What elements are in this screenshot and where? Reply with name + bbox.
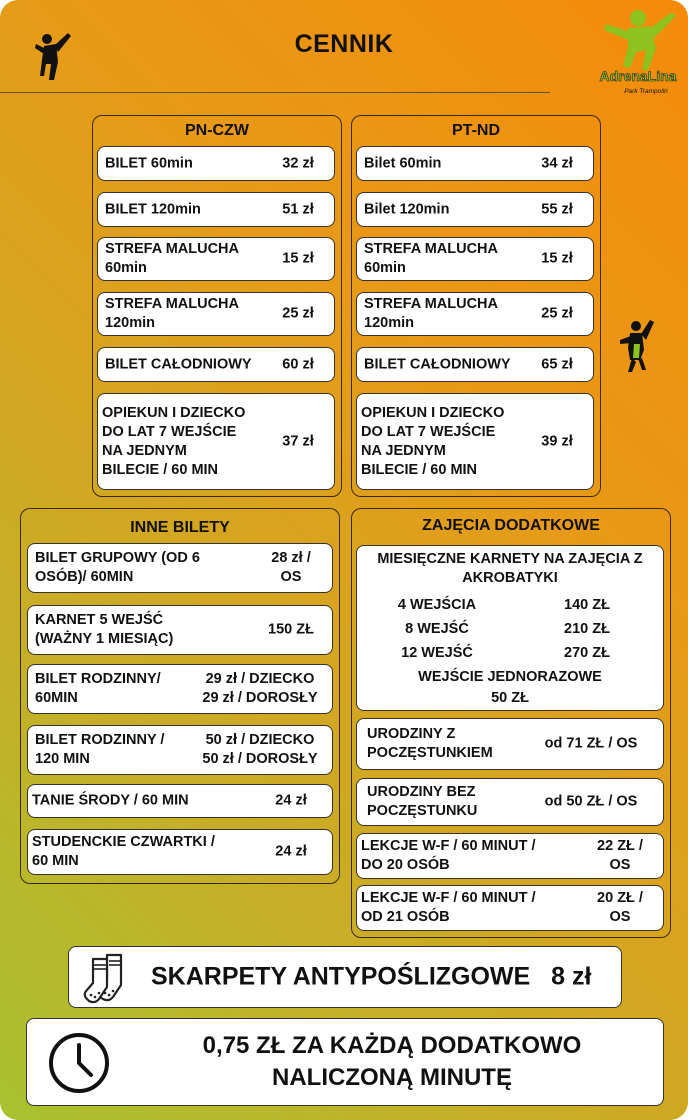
item-price: 50 zł / DZIECKO 50 zł / DOROSŁY <box>202 732 318 767</box>
overtime-card <box>26 1018 664 1106</box>
logo-text: AdrenaLina <box>599 68 677 84</box>
header-divider <box>0 92 550 93</box>
item-price: 55 zł <box>541 201 573 217</box>
list-item <box>97 146 335 181</box>
socks-icon <box>83 951 137 1005</box>
item-label: TANIE ŚRODY / 60 MIN <box>32 792 189 809</box>
list-item <box>97 393 335 490</box>
list-item <box>27 784 333 818</box>
item-price: 25 zł <box>282 305 314 322</box>
pass-price: 210 ZŁ <box>564 621 610 637</box>
item-label: Bilet 120min <box>364 201 450 217</box>
item-label: STREFA MALUCHA 120min <box>364 296 498 331</box>
list-item <box>356 718 664 770</box>
socks-text <box>151 963 591 992</box>
clock-icon <box>47 1031 111 1095</box>
item-label: OPIEKUN I DZIECKO DO LAT 7 WEJŚCIE NA JEDNYM BILECIE / 60 MIN <box>361 404 505 478</box>
item-price: 37 zł <box>282 433 314 449</box>
list-item <box>27 605 333 655</box>
list-item <box>27 543 333 593</box>
adrenalina-logo <box>592 4 684 100</box>
pass-label: 12 WEJŚĆ <box>401 645 473 661</box>
item-label: KARNET 5 WEJŚĆ (WAŻNY 1 MIESIĄC) <box>35 612 174 647</box>
item-price: 32 zł <box>282 155 314 171</box>
item-price: od 71 ZŁ / OS <box>544 735 638 752</box>
item-label: LEKCJE W-F / 60 MINUT / DO 20 OSÓB <box>361 838 536 873</box>
extra-activities-title: ZAJĘCIA DODATKOWE <box>422 517 600 534</box>
list-item <box>356 237 594 281</box>
item-label: BILET CAŁODNIOWY <box>105 356 252 372</box>
item-price: 150 ZŁ <box>268 621 314 638</box>
list-item <box>97 192 335 227</box>
list-item <box>356 393 594 490</box>
item-label: BILET 60min <box>105 155 193 171</box>
item-price: 34 zł <box>541 155 573 171</box>
other-tickets-title: INNE BILETY <box>130 519 230 536</box>
item-label: STREFA MALUCHA 60min <box>105 241 239 276</box>
item-price: 39 zł <box>541 433 573 449</box>
list-item <box>356 347 594 382</box>
item-label: Bilet 60min <box>364 155 442 171</box>
list-item <box>356 833 664 879</box>
acrobatics-heading: MIESIĘCZNE KARNETY NA ZAJĘCIA Z AKROBATYKI <box>377 551 643 586</box>
list-item <box>97 347 335 382</box>
item-label: OPIEKUN I DZIECKO DO LAT 7 WEJŚCIE NA JEDNYM BILECIE / 60 MIN <box>102 404 246 478</box>
list-item <box>97 292 335 336</box>
item-label: BILET CAŁODNIOWY <box>364 356 511 372</box>
item-price: 15 zł <box>282 250 314 267</box>
item-label: URODZINY Z POCZĘSTUNKIEM <box>367 726 493 761</box>
item-label: STREFA MALUCHA 120min <box>105 296 239 331</box>
item-label: STUDENCKIE CZWARTKI / 60 MIN <box>32 834 215 869</box>
item-price: 29 zł / DZIECKO 29 zł / DOROSŁY <box>202 671 318 706</box>
list-item <box>27 829 333 875</box>
item-label: URODZINY BEZ POCZĘSTUNKU <box>367 784 478 819</box>
list-item <box>97 237 335 281</box>
item-price: 28 zł / OS <box>271 550 311 585</box>
list-item <box>356 885 664 931</box>
logo-tagline: Park Trampolin <box>624 88 668 95</box>
single-entry: WEJŚCIE JEDNORAZOWE 50 ZŁ <box>418 669 602 706</box>
item-price: 20 ZŁ / OS <box>597 890 643 925</box>
socks-card <box>68 946 622 1008</box>
list-item <box>356 778 664 826</box>
weekend-title: PT-ND <box>452 122 500 139</box>
jumping-person-icon <box>616 318 656 374</box>
pass-label: 8 WEJŚĆ <box>405 621 469 637</box>
pass-price: 140 ZŁ <box>564 597 610 613</box>
item-label: LEKCJE W-F / 60 MINUT / OD 21 OSÓB <box>361 890 536 925</box>
pass-label: 4 WEJŚCIA <box>397 597 477 613</box>
item-label: BILET RODZINNY / 120 MIN <box>35 732 165 767</box>
list-item <box>27 664 333 714</box>
weekday-title: PN-CZW <box>185 122 249 139</box>
list-item <box>356 292 594 336</box>
list-item <box>356 192 594 227</box>
item-price: 65 zł <box>541 356 573 372</box>
item-price: 24 zł <box>275 792 307 809</box>
item-label: BILET RODZINNY/ 60MIN <box>35 671 161 706</box>
page-title: CENNIK <box>294 30 394 58</box>
overtime-text: 0,75 ZŁ ZA KAŻDĄ DODATKOWO NALICZONĄ MINUTĘ <box>202 1032 582 1091</box>
item-price: 51 zł <box>282 201 314 217</box>
item-label: STREFA MALUCHA 60min <box>364 241 498 276</box>
item-price: 25 zł <box>541 305 573 322</box>
list-item <box>356 146 594 181</box>
list-item <box>27 725 333 775</box>
socks-price: 8 zł <box>551 962 592 991</box>
item-price: 22 ZŁ / OS <box>597 838 643 873</box>
item-price: 24 zł <box>275 843 307 860</box>
pass-price: 270 ZŁ <box>564 645 610 661</box>
item-label: BILET GRUPOWY (OD 6 OSÓB)/ 60MIN <box>35 550 200 585</box>
item-price: 15 zł <box>541 250 573 267</box>
item-label: BILET 120min <box>105 201 201 217</box>
item-price: od 50 ZŁ / OS <box>544 793 638 810</box>
acrobatics-passes-card <box>356 545 664 711</box>
item-price: 60 zł <box>282 356 314 372</box>
socks-label: SKARPETY ANTYPOŚLIZGOWE <box>151 962 531 991</box>
